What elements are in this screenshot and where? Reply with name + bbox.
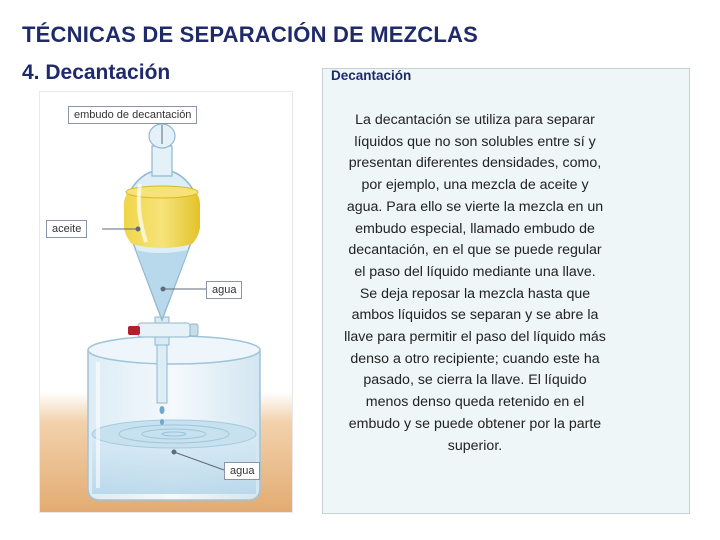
page-subtitle: 4. Decantación bbox=[22, 61, 171, 84]
funnel-diagram bbox=[40, 92, 292, 512]
water-label-bottom: agua bbox=[224, 462, 260, 480]
water-label-top: agua bbox=[206, 281, 242, 299]
separatory-funnel-illustration bbox=[40, 92, 292, 512]
info-body: La decantación se utiliza para separar líquidos que no son solubles entre sí y presentan diferentes densidades, como, por ejemplo, una mezcla de aceite y agua. Para ello se vierte la mezcla en un embudo especial, llamado embudo de decantación, en el que se puede regular el paso del líquido mediante una llave. Se deja reposar la mezcla hasta que ambos líquidos se separan y se abre la llave para permitir el paso del líquido más denso a otro recipiente; cuando este ha pasado, se cierra la llave. El líquido menos denso queda retenido en el embudo y se puede obtener por la parte superior. bbox=[344, 112, 606, 454]
page-title: TÉCNICAS DE SEPARACIÓN DE MEZCLAS bbox=[22, 22, 478, 47]
funnel-label: embudo de decantación bbox=[68, 106, 197, 124]
water-surface bbox=[92, 420, 256, 448]
info-heading: Decantación bbox=[331, 68, 412, 83]
oil-label: aceite bbox=[46, 220, 87, 238]
